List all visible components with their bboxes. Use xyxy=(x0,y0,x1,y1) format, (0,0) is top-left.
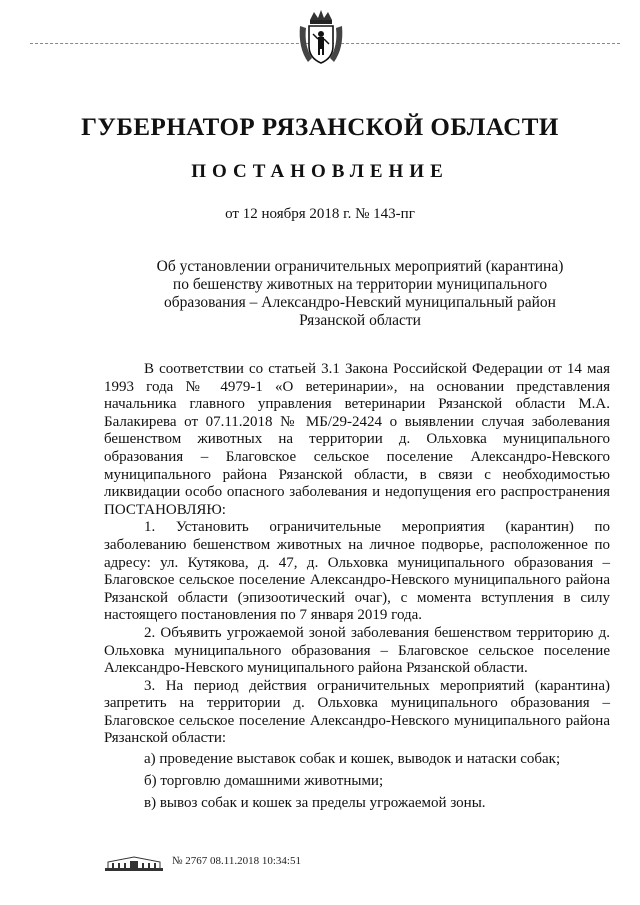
document-subject: Об установлении ограничительных мероприятий (карантина) по бешенству животных на территории муниципального образования – Александро-Невский муниципальный район Рязанской области xyxy=(156,258,564,329)
document-date-number: от 12 ноября 2018 г. № 143-пг xyxy=(225,206,415,222)
document-type: ПОСТАНОВЛЕНИЕ xyxy=(191,161,449,182)
preamble-paragraph: В соответствии со статьей 3.1 Закона Российской Федерации от 14 мая 1993 года № 4979-1 «О ветеринарии», на основании представления начальника главного управления ветеринарии Рязанской области М.А. Балакирева от 07.11.2018 № МБ/29-2424 о выявлении случая заболевания бешенством животных на территории д. Ольховка муниципального образования – Благовское сельское поселение Александро-Невского муниципального района Рязанской области, в связи с необходимостью ликвидации особо опасного заболевания и недопущения его распространения ПОСТАНОВЛЯЮ: xyxy=(104,361,610,518)
sub-item-c: в) вывоз собак и кошек за пределы угрожаемой зоны. xyxy=(144,795,486,812)
registration-stamp: № 2767 08.11.2018 10:34:51 xyxy=(172,855,301,867)
document-body xyxy=(104,361,610,814)
ryazan-coat-of-arms-icon xyxy=(296,8,346,66)
sub-item-b: б) торговлю домашними животными; xyxy=(144,773,384,790)
building-stamp-icon xyxy=(104,854,164,872)
item-3-paragraph: 3. На период действия ограничительных мероприятий (карантина) запретить на территории д. Ольховка муниципального образования – Благовское сельское поселение Александро-Невского муниципального района Рязанской области: xyxy=(104,677,610,747)
item-2-paragraph: 2. Объявить угрожаемой зоной заболевания бешенством территорию д. Ольховка муниципального образования – Благовское сельское поселение Александро-Невского муниципального района Рязанской области. xyxy=(104,624,610,677)
sub-item-a: а) проведение выставок собак и кошек, выводок и натаски собак; xyxy=(144,751,561,768)
governor-title: ГУБЕРНАТОР РЯЗАНСКОЙ ОБЛАСТИ xyxy=(81,114,559,141)
item-1-paragraph: 1. Установить ограничительные мероприятия (карантин) по заболеванию бешенством животных на личное подворье, расположенное по адресу: ул. Кутякова, д. 47, д. Ольховка муниципального образования – Благовское сельское поселение Александро-Невского муниципального района Рязанской области (эпизоотический очаг), с момента вступления в силу настоящего постановления по 7 января 2019 года. xyxy=(104,519,610,624)
